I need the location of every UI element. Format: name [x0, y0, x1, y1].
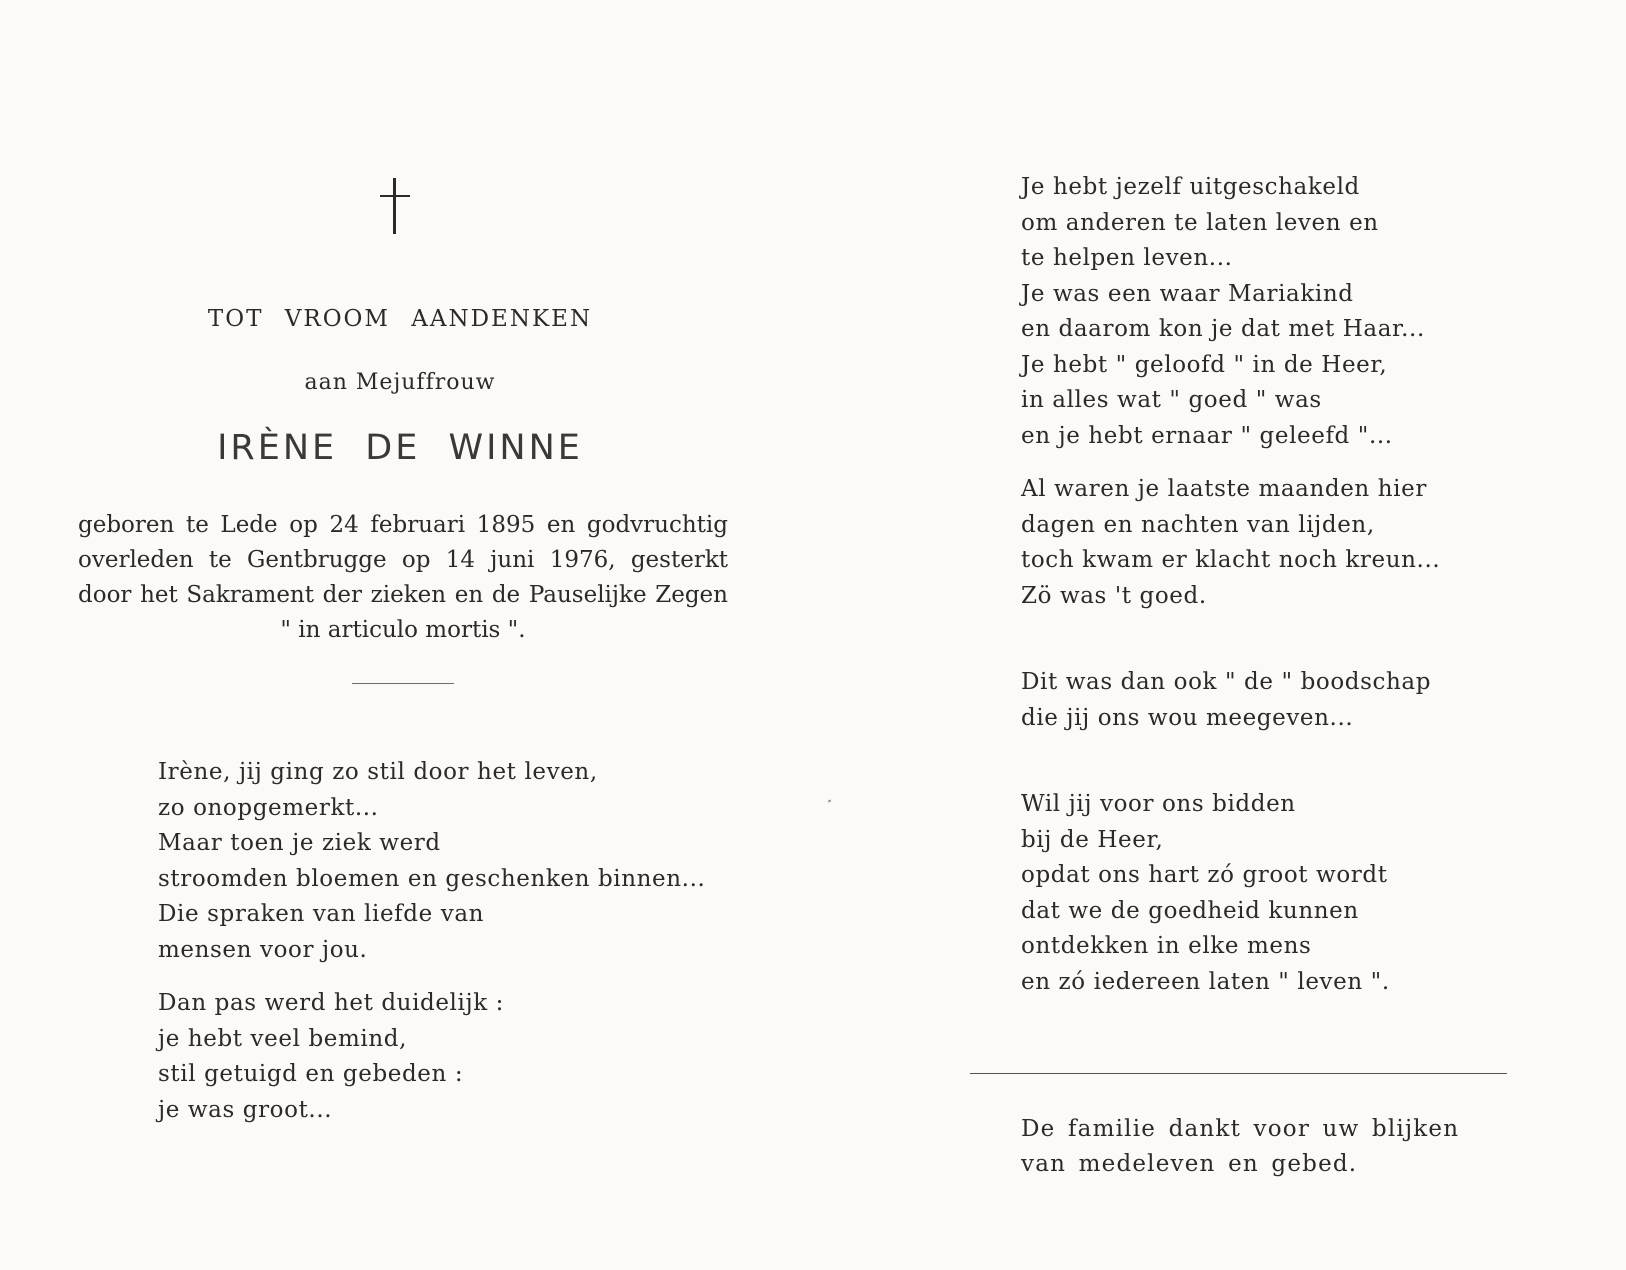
poem-line: om anderen te laten leven en — [1021, 209, 1379, 236]
biography — [78, 508, 728, 648]
paper-speck — [828, 799, 832, 802]
poem-line: en zó iedereen laten " leven ". — [1021, 968, 1390, 995]
poem-stanza — [1021, 787, 1581, 1000]
poem-line: en daarom kon je dat met Haar... — [1021, 316, 1425, 342]
poem-line: Al waren je laatste maanden hier — [1021, 476, 1427, 502]
poem-line: Irène, jij ging zo stil door het leven, — [158, 759, 598, 785]
deceased-name: IRÈNE DE WINNE — [217, 428, 583, 468]
poem-line: dat we de goedheid kunnen — [1021, 897, 1359, 924]
poem-line: Zö was 't goed. — [1021, 582, 1207, 609]
bio-line: " in articulo mortis ". — [280, 617, 526, 643]
poem-stanza — [1021, 170, 1581, 454]
thanks-line: De familie dankt voor uw blijken — [1021, 1116, 1460, 1142]
poem-stanza — [158, 755, 718, 968]
poem-line: Wil jij voor ons bidden — [1021, 791, 1296, 817]
poem-line: Die spraken van liefde van — [158, 901, 485, 927]
poem-line: Je hebt " geloofd " in de Heer, — [1021, 351, 1388, 378]
cross-icon — [380, 178, 410, 234]
poem-line: je hebt veel bemind, — [158, 1025, 407, 1052]
poem-line: je was groot... — [158, 1096, 333, 1123]
poem-line: te helpen leven... — [1021, 245, 1233, 271]
poem-line: toch kwam er klacht noch kreun... — [1021, 547, 1441, 573]
poem-line: stil getuigd en gebeden : — [158, 1061, 464, 1087]
poem-line: mensen voor jou. — [158, 936, 368, 963]
divider-short — [352, 683, 454, 684]
bio-line: geboren te Lede op 24 februari 1895 en godvruchtig — [78, 512, 728, 538]
poem-stanza — [1021, 472, 1581, 614]
family-thanks — [1021, 1112, 1561, 1182]
poem-line: Maar toen je ziek werd — [158, 830, 441, 856]
recipient-prefix: aan Mejuffrouw — [304, 370, 496, 395]
card-heading: TOT VROOM AANDENKEN — [207, 306, 593, 332]
poem-line: in alles wat " goed " was — [1021, 387, 1322, 413]
poem-line: ontdekken in elke mens — [1021, 933, 1312, 959]
poem-line: dagen en nachten van lijden, — [1021, 511, 1375, 538]
poem-line: Je was een waar Mariakind — [1021, 280, 1354, 307]
poem-line: zo onopgemerkt... — [158, 794, 379, 821]
poem-line: Dan pas werd het duidelijk : — [158, 990, 504, 1016]
poem-line: Je hebt jezelf uitgeschakeld — [1021, 174, 1360, 200]
poem-stanza — [1021, 665, 1581, 736]
poem-line: en je hebt ernaar " geleefd "... — [1021, 422, 1393, 449]
poem-line: Dit was dan ook " de " boodschap — [1021, 669, 1432, 695]
thanks-line: van medeleven en gebed. — [1021, 1151, 1358, 1177]
bio-line: door het Sakrament der zieken en de Pauselijke Zegen — [78, 582, 728, 608]
poem-line: opdat ons hart zó groot wordt — [1021, 862, 1388, 888]
divider-long — [970, 1073, 1507, 1074]
poem-right — [1021, 170, 1581, 1000]
poem-stanza — [158, 986, 718, 1128]
poem-line: stroomden bloemen en geschenken binnen... — [158, 865, 706, 892]
bio-line: overleden te Gentbrugge op 14 juni 1976, gesterkt — [78, 547, 728, 573]
poem-left — [158, 755, 718, 1146]
poem-line: bij de Heer, — [1021, 826, 1164, 853]
poem-line: die jij ons wou meegeven... — [1021, 704, 1354, 731]
